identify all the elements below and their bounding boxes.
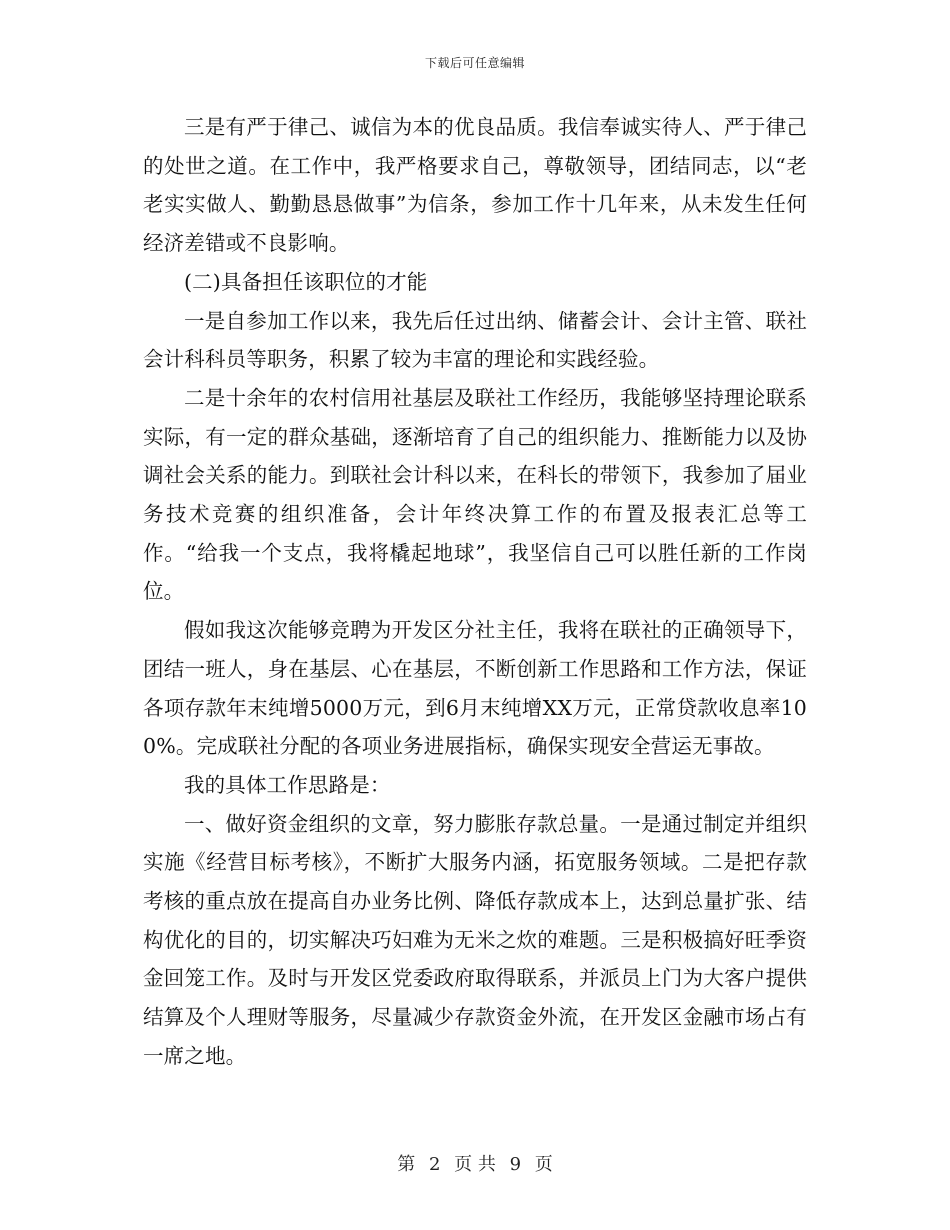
page-header-note: 下载后可任意编辑 — [424, 56, 525, 70]
footer-prefix: 第 — [397, 1154, 416, 1175]
page-footer — [0, 1150, 950, 1176]
document-body — [143, 108, 807, 1076]
paragraph-integrity: 三是有严于律己、诚信为本的优良品质。我信奉诚实待人、严于律己的处世之道。在工作中，我严格要求自己，尊敬领导，团结同志，以“老老实实做人、勤勤恳恳做事”为信条，参加工作十几年来，从未发生任何经济差错或不良影响。 — [143, 115, 807, 256]
paragraph-deposit-plan: 一、做好资金组织的文章，努力膨胀存款总量。一是通过制定并组织实施《经营目标考核》，不断扩大服务内涵，拓宽服务领域。二是把存款考核的重点放在提高自办业务比例、降低存款成本上，达到总量扩张、结构优化的目的，切实解决巧妇难为无米之炊的难题。三是积极搞好旺季资金回笼工作。及时与开发区党委政府取得联系，并派员上门为大客户提供结算及个人理财等服务，尽量减少存款资金外流，在开发区金融市场占有一席之地。 — [143, 811, 807, 1068]
total-page-count: 9 — [509, 1154, 522, 1175]
footer-middle: 页 共 — [454, 1154, 496, 1175]
paragraph-experience: 一是自参加工作以来，我先后任过出纳、储蓄会计、会计主管、联社会计科科员等职务，积累了较为丰富的理论和实践经验。 — [143, 308, 807, 372]
paragraph-work-history: 二是十余年的农村信用社基层及联社工作经历，我能够坚持理论联系实际，有一定的群众基础，逐渐培育了自己的组织能力、推断能力以及协调社会关系的能力。到联社会计科以来，在科长的带领下，我参加了届业务技术竞赛的组织准备，会计年终决算工作的布置及报表汇总等工作。“给我一个支点，我将橇起地球”，我坚信自己可以胜任新的工作岗位。 — [143, 385, 807, 604]
current-page-number: 2 — [428, 1154, 441, 1175]
section-heading-ability: (二)具备担任该职位的才能 — [184, 269, 428, 294]
paragraph-work-plan-intro: 我的具体工作思路是： — [184, 772, 391, 797]
footer-suffix: 页 — [534, 1154, 553, 1175]
paragraph-goals: 假如我这次能够竞聘为开发区分社主任，我将在联社的正确领导下，团结一班人，身在基层、心在基层，不断创新工作思路和工作方法，保证各项存款年末纯增5000万元，到6月末纯增XX万元，正常贷款收息率100%。完成联社分配的各项业务进展指标，确保实现安全营运无事故。 — [143, 618, 807, 759]
